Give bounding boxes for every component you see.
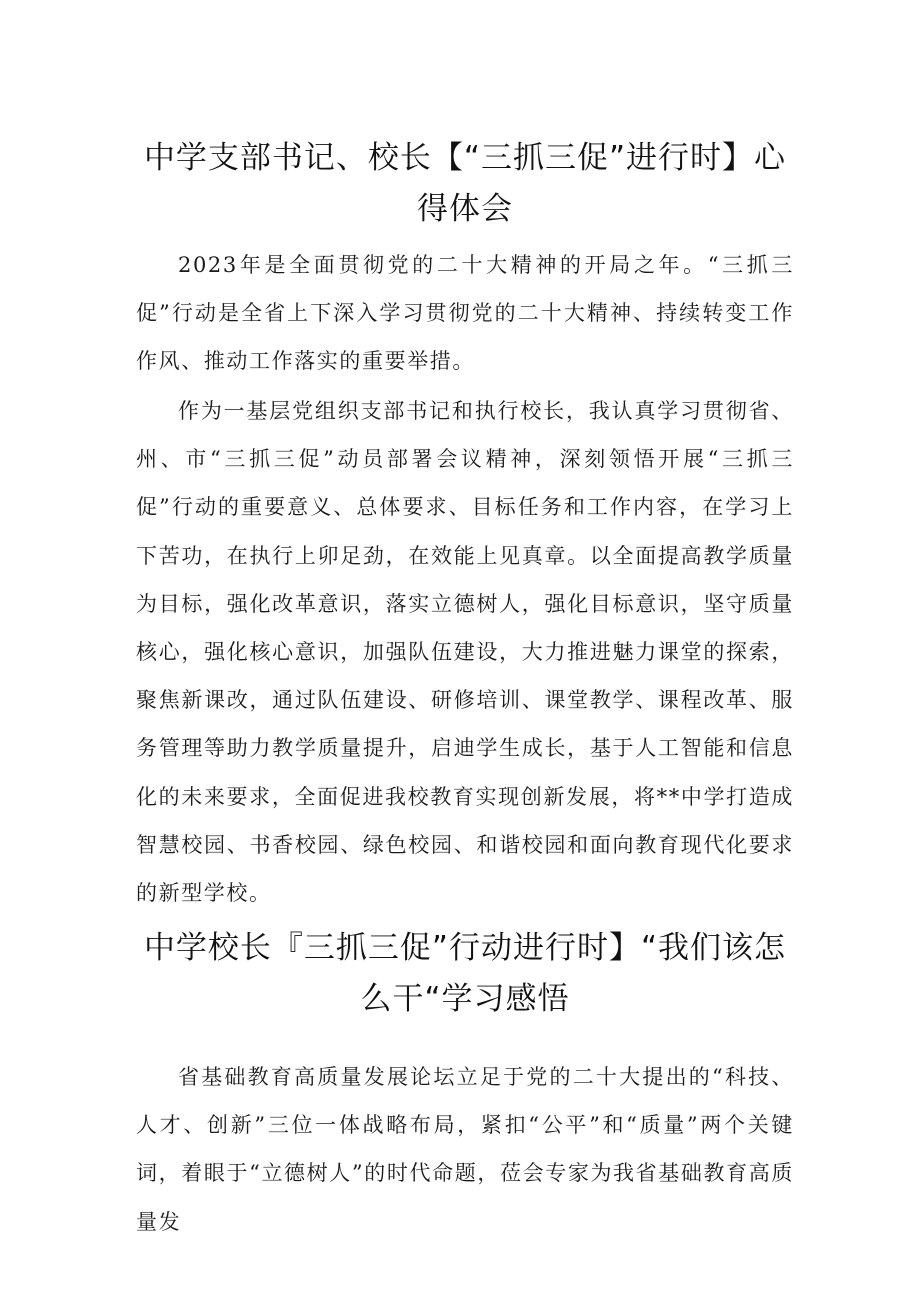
paragraph-3: 省基础教育高质量发展论坛立足于党的二十大提出的“科技、人才、创新”三位一体战略布局，紧扣“公平”和“质量”两个关键词，着眼于“立德树人”的时代命题，莅会专家为我省基础教育高质量发 <box>136 1065 794 1234</box>
article-title-2: 中学校长『三抓三促”行动进行时】“我们该怎么干“学习感悟 <box>143 930 787 1017</box>
paragraph-1: 2023年是全面贯彻党的二十大精神的开局之年。“三抓三促”行动是全省上下深入学习贯彻党的二十大精神、持续转变工作作风、推动工作落实的重要举措。 <box>136 253 794 374</box>
paragraph-2: 作为一基层党组织支部书记和执行校长，我认真学习贯彻省、州、市“三抓三促”动员部署会议精神，深刻领悟开展“三抓三促”行动的重要意义、总体要求、目标任务和工作内容，在学习上下苦功，在执行上卯足劲，在效能上见真章。以全面提高教学质量为目标，强化改革意识，落实立德树人，强化目标意识，坚守质量核心，强化核心意识，加强队伍建设，大力推进魅力课堂的探索，聚焦新课改，通过队伍建设、研修培训、课堂教学、课程改革、服务管理等助力教学质量提升，启迪学生成长，基于人工智能和信息化的未来要求，全面促进我校教育实现创新发展，将**中学打造成智慧校园、书香校园、绿色校园、和谐校园和面向教育现代化要求的新型学校。 <box>136 399 794 906</box>
article-title-1: 中学支部书记、校长【“三抓三促”进行时】心得体会 <box>143 140 787 227</box>
